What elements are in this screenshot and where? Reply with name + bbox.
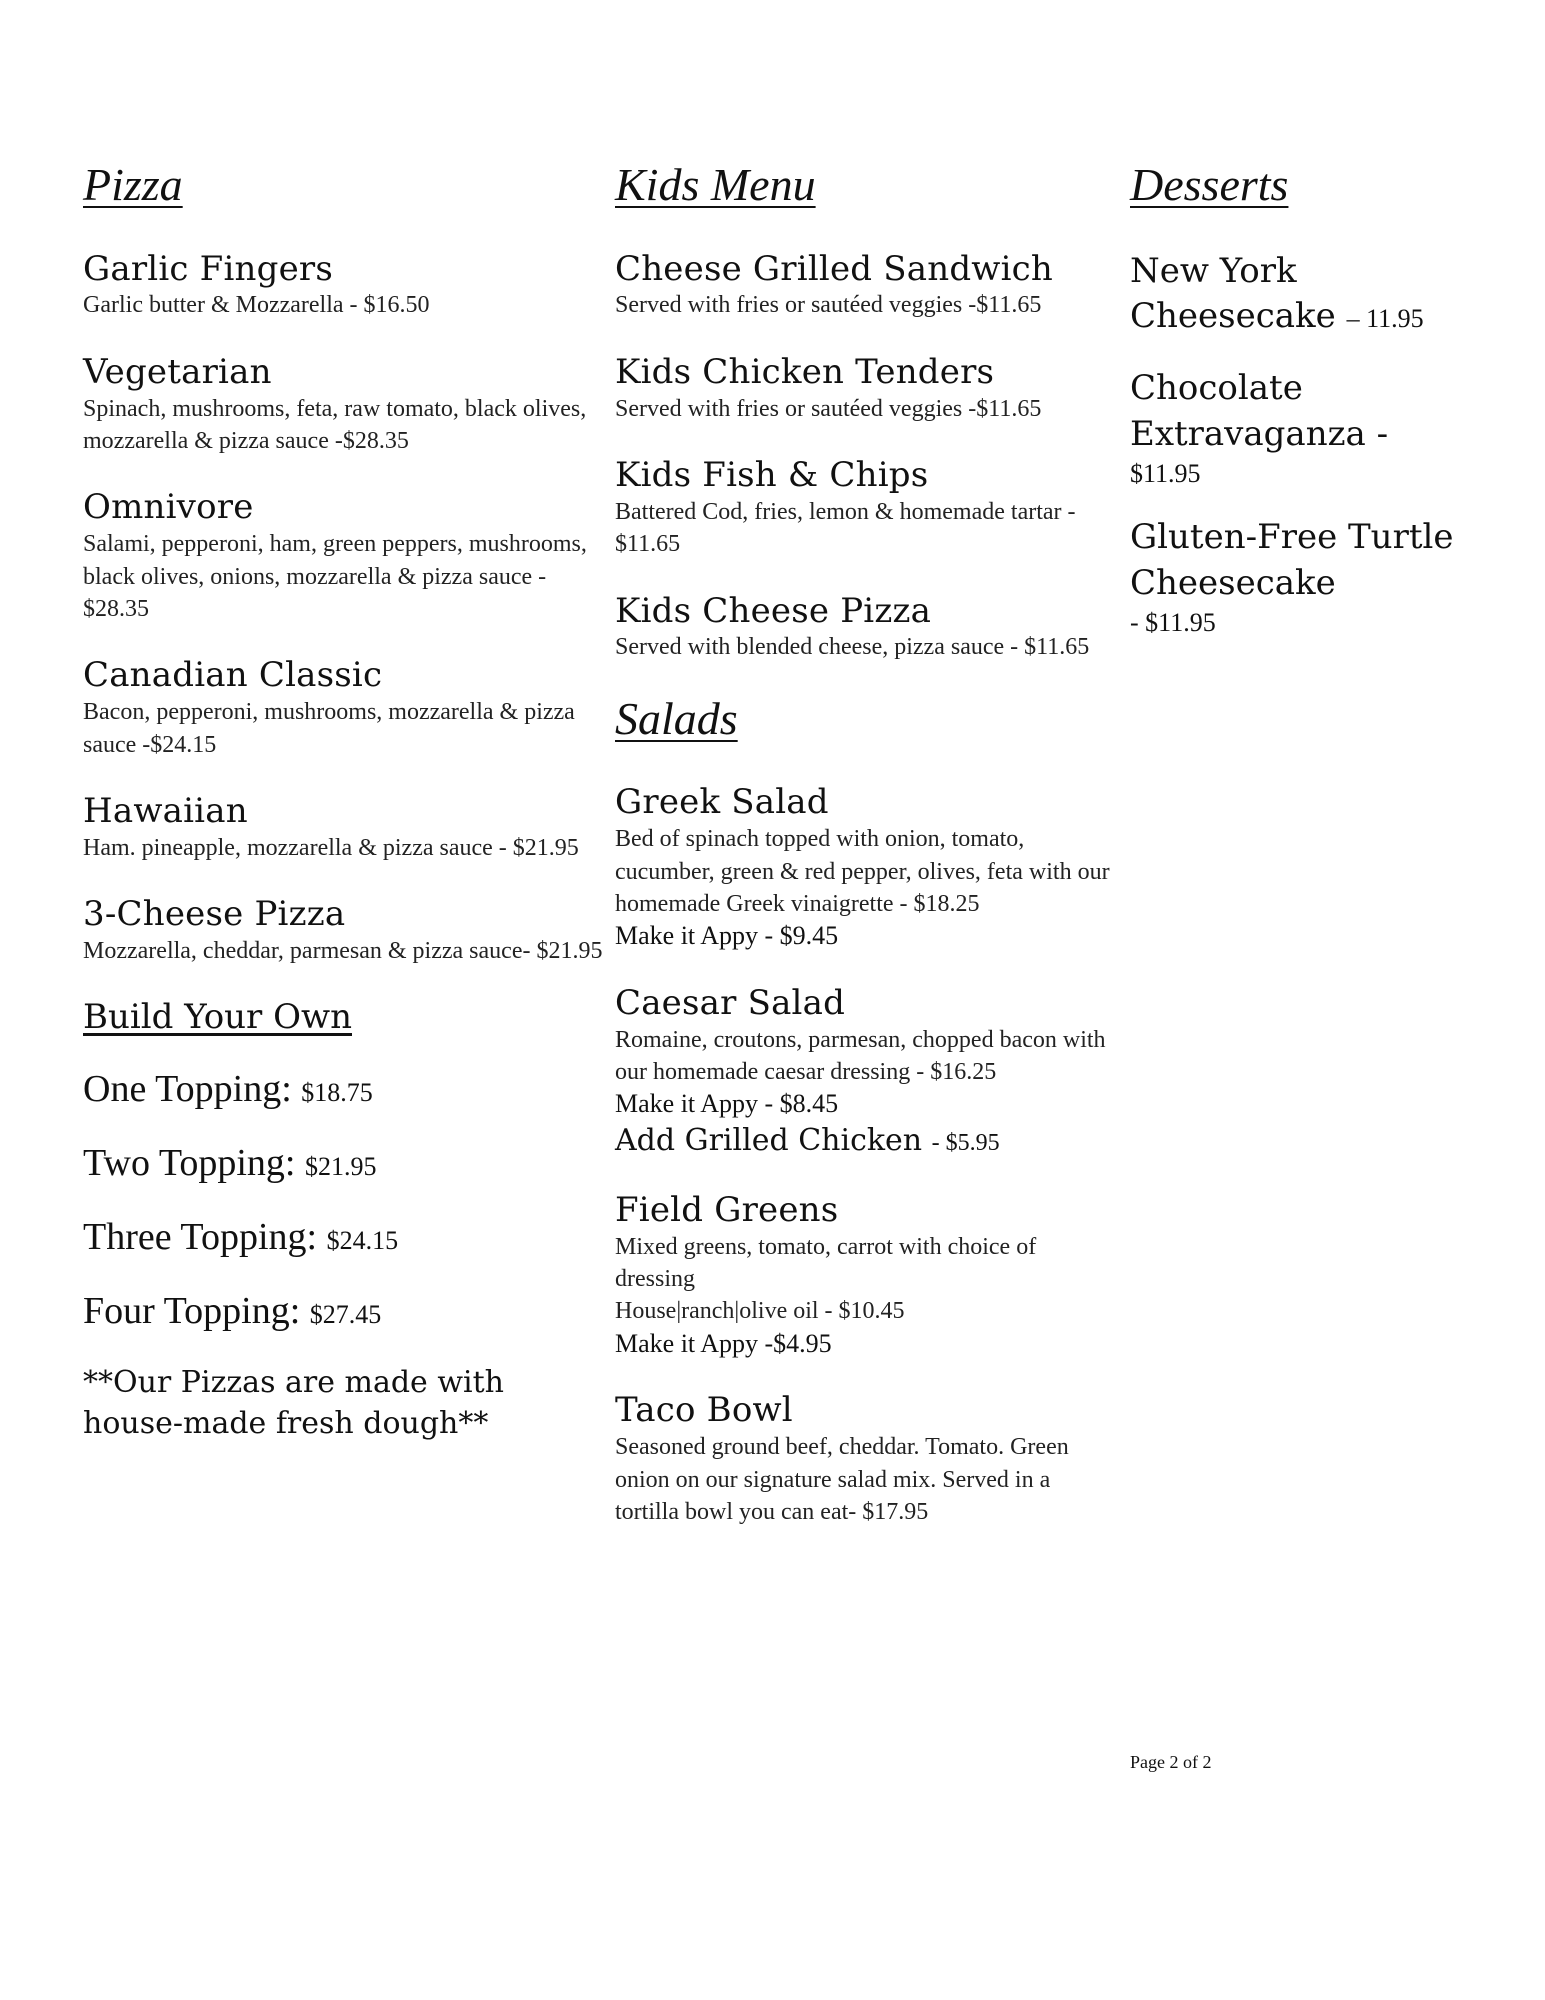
menu-item: [83, 352, 603, 458]
byo-row: [83, 1215, 603, 1259]
byo-price: $18.75: [301, 1078, 373, 1108]
salads-section-title: Salads: [615, 692, 738, 744]
menu-item: [615, 1190, 1115, 1360]
desserts-column: [1130, 160, 1490, 664]
menu-item: [83, 894, 603, 967]
pizza-column: [83, 160, 603, 1444]
menu-item-name: Kids Fish & Chips: [615, 454, 929, 495]
byo-label: Three Topping:: [83, 1216, 318, 1259]
menu-item-desc: Mixed greens, tomato, carrot with choice of dressing: [615, 1233, 1037, 1293]
dressing-options: House|ranch|olive oil - $10.45: [615, 1298, 905, 1325]
addon-price: - $5.95: [931, 1129, 1000, 1156]
appy-option: Make it Appy - $9.45: [615, 921, 839, 951]
dessert-item: [1130, 515, 1490, 638]
dessert-name: New York Cheesecake: [1130, 250, 1336, 337]
appy-option: Make it Appy -$4.95: [615, 1328, 832, 1358]
menu-item-desc: Romaine, croutons, parmesan, chopped bacon with our homemade caesar dressing - $16.25: [615, 1026, 1106, 1085]
byo-row: [83, 1289, 603, 1333]
menu-item-name: Kids Chicken Tenders: [615, 351, 995, 392]
kids-salads-column: [615, 160, 1115, 1558]
build-your-own-title: Build Your Own: [83, 997, 352, 1038]
byo-price: $27.45: [309, 1300, 382, 1330]
menu-item: [615, 782, 1115, 952]
menu-item-name: Kids Cheese Pizza: [615, 590, 932, 631]
appy-option: Make it Appy - $8.45: [615, 1089, 839, 1119]
menu-item: [615, 352, 1115, 425]
menu-item-desc: Battered Cod, fries, lemon & homemade tartar - $11.65: [615, 498, 1076, 558]
byo-label: Two Topping:: [83, 1142, 296, 1185]
menu-item-name: Taco Bowl: [615, 1390, 793, 1431]
dessert-price-inline: – 11.95: [1346, 304, 1424, 334]
dessert-item: [1130, 249, 1490, 341]
addon-option: [615, 1121, 1115, 1160]
pizza-section-title: Pizza: [83, 159, 183, 210]
menu-item-desc: Bed of spinach topped with onion, tomato, cucumber, green & red pepper, olives, feta with our homemade Greek vinaigrette - $18.25: [615, 826, 1110, 917]
dough-note: **Our Pizzas are made with house-made fresh dough**: [83, 1365, 504, 1441]
menu-item: [83, 655, 603, 761]
dessert-price: - $11.95: [1130, 608, 1216, 638]
menu-item-desc: Served with blended cheese, pizza sauce - $11.65: [615, 634, 1090, 661]
byo-price: $24.15: [326, 1226, 399, 1256]
menu-item-name: Canadian Classic: [83, 655, 383, 696]
menu-item-desc: Served with fries or sautéed veggies -$11.65: [615, 395, 1042, 422]
byo-row: [83, 1141, 603, 1185]
menu-item-desc: Ham. pineapple, mozzarella & pizza sauce - $21.95: [83, 834, 579, 861]
menu-item-desc: Mozzarella, cheddar, parmesan & pizza sauce- $21.95: [83, 937, 603, 964]
kids-section-title: Kids Menu: [615, 159, 816, 210]
menu-item-name: Cheese Grilled Sandwich: [615, 248, 1054, 289]
page-number: Page 2 of 2: [1130, 1752, 1212, 1772]
dessert-price: $11.95: [1130, 459, 1201, 489]
menu-item: [615, 455, 1115, 561]
menu-item-desc: Salami, pepperoni, ham, green peppers, mushrooms, black olives, onions, mozzarella & pizza sauce - $28.35: [83, 531, 587, 622]
menu-item-desc: Garlic butter & Mozzarella - $16.50: [83, 292, 430, 319]
menu-item-name: Garlic Fingers: [83, 248, 334, 289]
addon-label: Add Grilled Chicken: [615, 1122, 923, 1158]
menu-item: [615, 591, 1115, 664]
menu-item-name: Hawaiian: [83, 790, 248, 831]
byo-label: One Topping:: [83, 1068, 292, 1111]
menu-item-name: 3-Cheese Pizza: [83, 894, 346, 935]
menu-item-name: Vegetarian: [83, 351, 272, 392]
byo-price: $21.95: [305, 1152, 377, 1182]
menu-item-name: Field Greens: [615, 1189, 839, 1230]
menu-item: [615, 249, 1115, 322]
menu-item: [83, 791, 603, 864]
menu-item-desc: Spinach, mushrooms, feta, raw tomato, black olives, mozzarella & pizza sauce -$28.35: [83, 395, 587, 454]
dessert-item: [1130, 366, 1490, 489]
menu-item: [615, 1390, 1115, 1528]
byo-label: Four Topping:: [83, 1290, 301, 1333]
menu-item-name: Omnivore: [83, 487, 254, 528]
menu-item: [83, 487, 603, 625]
menu-item: [83, 249, 603, 322]
dessert-name: Gluten-Free Turtle Cheesecake: [1130, 517, 1454, 604]
menu-item-name: Caesar Salad: [615, 982, 846, 1023]
menu-item: [615, 983, 1115, 1160]
dessert-name: Chocolate Extravaganza -: [1130, 368, 1389, 455]
byo-row: [83, 1067, 603, 1111]
desserts-section-title: Desserts: [1130, 159, 1289, 210]
dessert-name-line: [1130, 249, 1490, 341]
menu-item-desc: Seasoned ground beef, cheddar. Tomato. Green onion on our signature salad mix. Served in a tortilla bowl you can eat- $17.95: [615, 1434, 1069, 1525]
menu-item-desc: Served with fries or sautéed veggies -$11.65: [615, 292, 1042, 319]
menu-item-name: Greek Salad: [615, 782, 829, 823]
menu-item-desc: Bacon, pepperoni, mushrooms, mozzarella & pizza sauce -$24.15: [83, 699, 575, 758]
